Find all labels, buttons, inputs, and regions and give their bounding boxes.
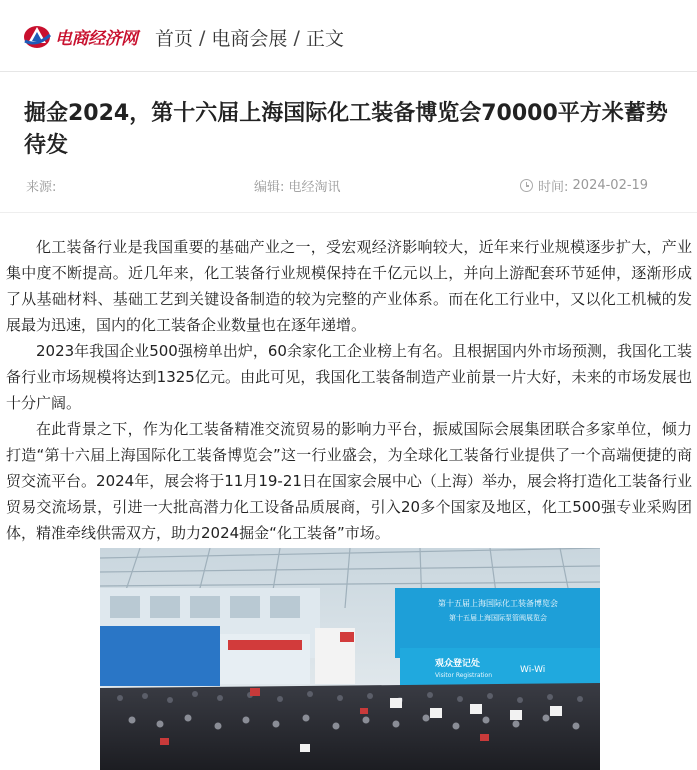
article-editor: 编辑: 电经淘讯 (254, 180, 341, 195)
breadcrumb-home-link[interactable]: 首页 (155, 28, 194, 50)
article-paragraph: 化工装备行业是我国重要的基础产业之一，受宏观经济影响较大，近年来行业规模逐步扩大，产业集中度不断提高。近几年来，化工装备行业规模保持在千亿元以上，并向上游配套环节延伸，逐渐形成了从基础材料、基础工艺到关键设备制造的较为完整的产业体系。而在化工行业中，又以化工机械的发展最为迅速，国内的化工装备企业数量也在逐年递增。 (6, 238, 692, 334)
logo-icon (22, 21, 52, 51)
breadcrumb-section-link[interactable]: 电商会展 (211, 28, 288, 50)
article-time: 时间: 2024-02-19 (520, 176, 648, 195)
banner-main-text: 第十五届上海国际化工装备博览会 (438, 599, 558, 608)
breadcrumb-current: 正文 (305, 28, 344, 50)
article-body (6, 234, 692, 546)
meta-divider (0, 212, 697, 213)
breadcrumb-separator: / (293, 26, 300, 49)
article-paragraph: 2023年我国企业500强榜单出炉，60余家化工企业榜上有名。且根据国内外市场预测，我国化工装备行业市场规模将达到1325亿元。由此可见，我国化工装备制造产业前景一片大好，未来的市场发展也十分广阔。 (6, 342, 692, 412)
article-paragraph: 在此背景之下，作为化工装备精准交流贸易的影响力平台，振威国际会展集团联合多家单位，倾力打造“第十六届上海国际化工装备博览会”这一行业盛会，为全球化工装备行业提供了一个高端便捷的商贸交流平台。2024年，展会将于11月19-21日在国家会展中心（上海）举办，展会将打造化工装备行业贸易交流场景，引进一大批高潜力化工设备品质展商，引入20多个国家及地区，化工500强专业采购团体，精准牵线供需双方，助力2024掘金“化工装备”市场。 (6, 420, 692, 542)
article-meta (0, 176, 697, 196)
breadcrumb (155, 24, 344, 51)
registration-sign-en: Visitor Registration (435, 672, 493, 679)
site-logo[interactable] (22, 20, 138, 52)
logo-text: 电商经济网 (55, 28, 138, 49)
article-photo (100, 548, 600, 770)
registration-sign: 观众登记处 (435, 659, 481, 669)
site-header (0, 0, 697, 72)
clock-icon (520, 179, 533, 192)
wifi-sign: Wi-Wi (520, 665, 546, 675)
article-source: 来源: (26, 180, 57, 195)
exhibition-hall-photo (100, 548, 600, 770)
banner-sub-text: 第十五届上海国际泵管阀展览会 (449, 614, 547, 622)
article-title: 掘金2024，第十六届上海国际化工装备博览会70000平方米蓄势待发 (24, 101, 668, 158)
breadcrumb-separator: / (199, 26, 206, 49)
